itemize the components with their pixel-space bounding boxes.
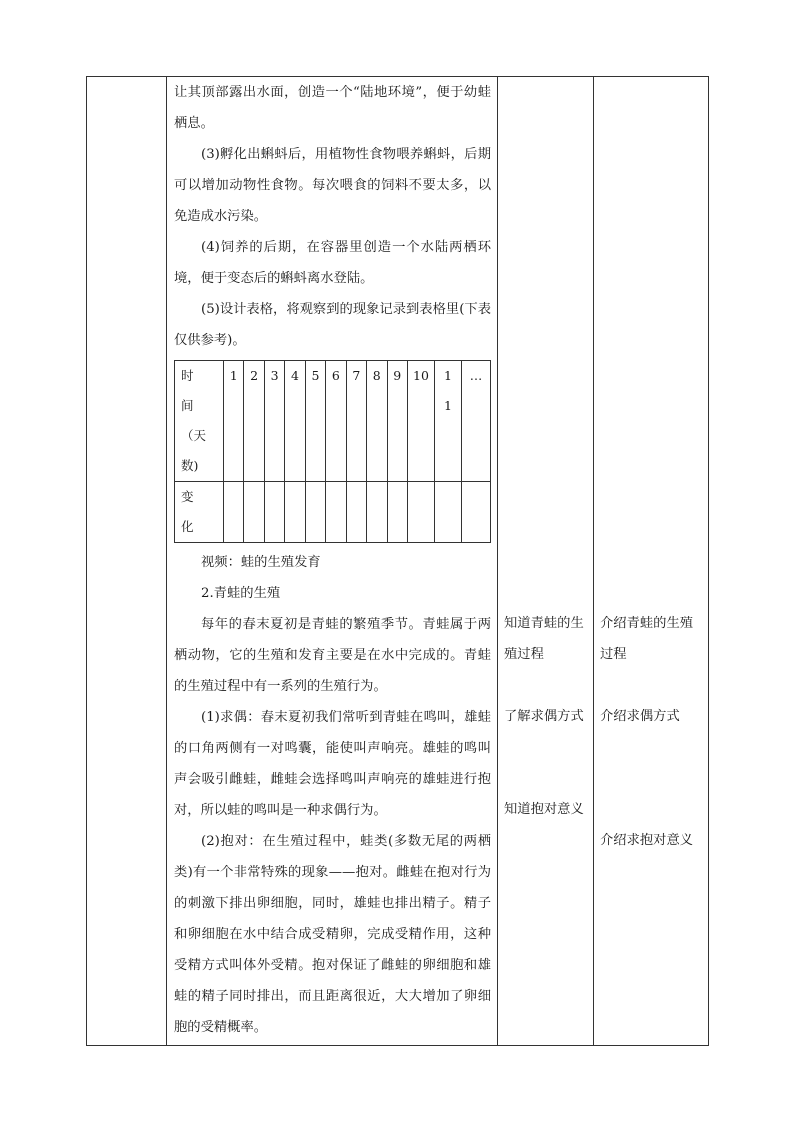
design-intent-cell — [594, 77, 709, 1046]
teaching-content-cell — [167, 77, 498, 1046]
change-header-cell — [175, 482, 224, 543]
day-cell: 9 — [387, 361, 408, 482]
empty-cell — [285, 482, 305, 543]
day-cell: 2 — [244, 361, 264, 482]
header-text: （天 — [181, 428, 207, 443]
observation-time-row — [175, 361, 491, 482]
content-paragraph: (3)孵化出蝌蚪后，用植物性食物喂养蝌蚪，后期可以增加动物性食物。每次喂食的饲料不要太多，以免造成水污染。 — [174, 147, 491, 224]
intent-note: 介绍求抱对意义 — [600, 833, 694, 848]
content-paragraph: (1)求偶：春末夏初我们常听到青蛙在鸣叫，雄蛙的口角两侧有一对鸣囊，能使叫声响亮。雄蛙的鸣叫声会吸引雌蛙，雌蛙会选择鸣叫声响亮的雄蛙进行抱对，所以蛙的鸣叫是一种求偶行为。 — [174, 710, 491, 818]
intent-note: 介绍青蛙的生殖过程 — [600, 616, 694, 662]
empty-cell — [462, 482, 491, 543]
header-text: 化 — [181, 519, 194, 534]
empty-cell — [408, 482, 435, 543]
activity-note: 知道青蛙的生殖过程 — [504, 616, 584, 662]
section-heading: 2.青蛙的生殖 — [201, 586, 281, 601]
student-activity-cell — [498, 77, 594, 1046]
observation-table — [174, 360, 491, 543]
day-cell: 7 — [346, 361, 366, 482]
day-digit: 1 — [444, 368, 452, 383]
header-text: 变 — [181, 489, 194, 504]
content-paragraph: 每年的春末夏初是青蛙的繁殖季节。青蛙属于两栖动物，它的生殖和发育主要是在水中完成的。青蛙的生殖过程中有一系列的生殖行为。 — [174, 617, 491, 694]
empty-cell — [224, 482, 244, 543]
empty-cell — [326, 482, 346, 543]
empty-cell — [264, 482, 284, 543]
day-cell: 4 — [285, 361, 305, 482]
day-cell: 3 — [264, 361, 284, 482]
content-paragraph: 让其顶部露出水面，创造一个“陆地环境”，便于幼蛙栖息。 — [174, 85, 491, 131]
empty-cell — [367, 482, 387, 543]
day-cell: 10 — [408, 361, 435, 482]
activity-note: 知道抱对意义 — [504, 802, 584, 817]
empty-cell — [244, 482, 264, 543]
empty-cell — [435, 482, 462, 543]
day-cell: 6 — [326, 361, 346, 482]
video-line: 视频：蛙的生殖发育 — [201, 555, 321, 570]
intent-note: 介绍求偶方式 — [600, 709, 680, 724]
activity-note: 了解求偶方式 — [504, 709, 584, 724]
day-cell: 8 — [367, 361, 387, 482]
day-digit: 1 — [444, 398, 452, 413]
content-paragraph: (2)抱对：在生殖过程中，蛙类(多数无尾的两栖类)有一个非常特殊的现象——抱对。雌蛙在抱对行为的刺激下排出卵细胞，同时，雄蛙也排出精子。精子和卵细胞在水中结合成受精卵，完成受精作用，这种受精方式叫体外受精。抱对保证了雌蛙的卵细胞和雄蛙的精子同时排出，而且距离很近，大大增加了卵细胞的受精概率。 — [174, 834, 491, 1035]
day-cell: 5 — [305, 361, 325, 482]
lesson-plan-table — [86, 76, 709, 1046]
day-cell: 1 — [224, 361, 244, 482]
header-text: 时 — [181, 368, 194, 383]
time-header-cell — [175, 361, 224, 482]
empty-cell — [387, 482, 408, 543]
header-text: 间 — [181, 398, 194, 413]
day-cell — [435, 361, 462, 482]
content-paragraph: (4)饲养的后期，在容器里创造一个水陆两栖环境，便于变态后的蝌蚪离水登陆。 — [174, 240, 491, 286]
day-cell: … — [462, 361, 491, 482]
empty-cell — [346, 482, 366, 543]
stage-cell — [87, 77, 167, 1046]
header-text: 数) — [181, 458, 199, 473]
observation-change-row — [175, 482, 491, 543]
empty-cell — [305, 482, 325, 543]
content-paragraph: (5)设计表格，将观察到的现象记录到表格里(下表仅供参考)。 — [174, 302, 491, 348]
